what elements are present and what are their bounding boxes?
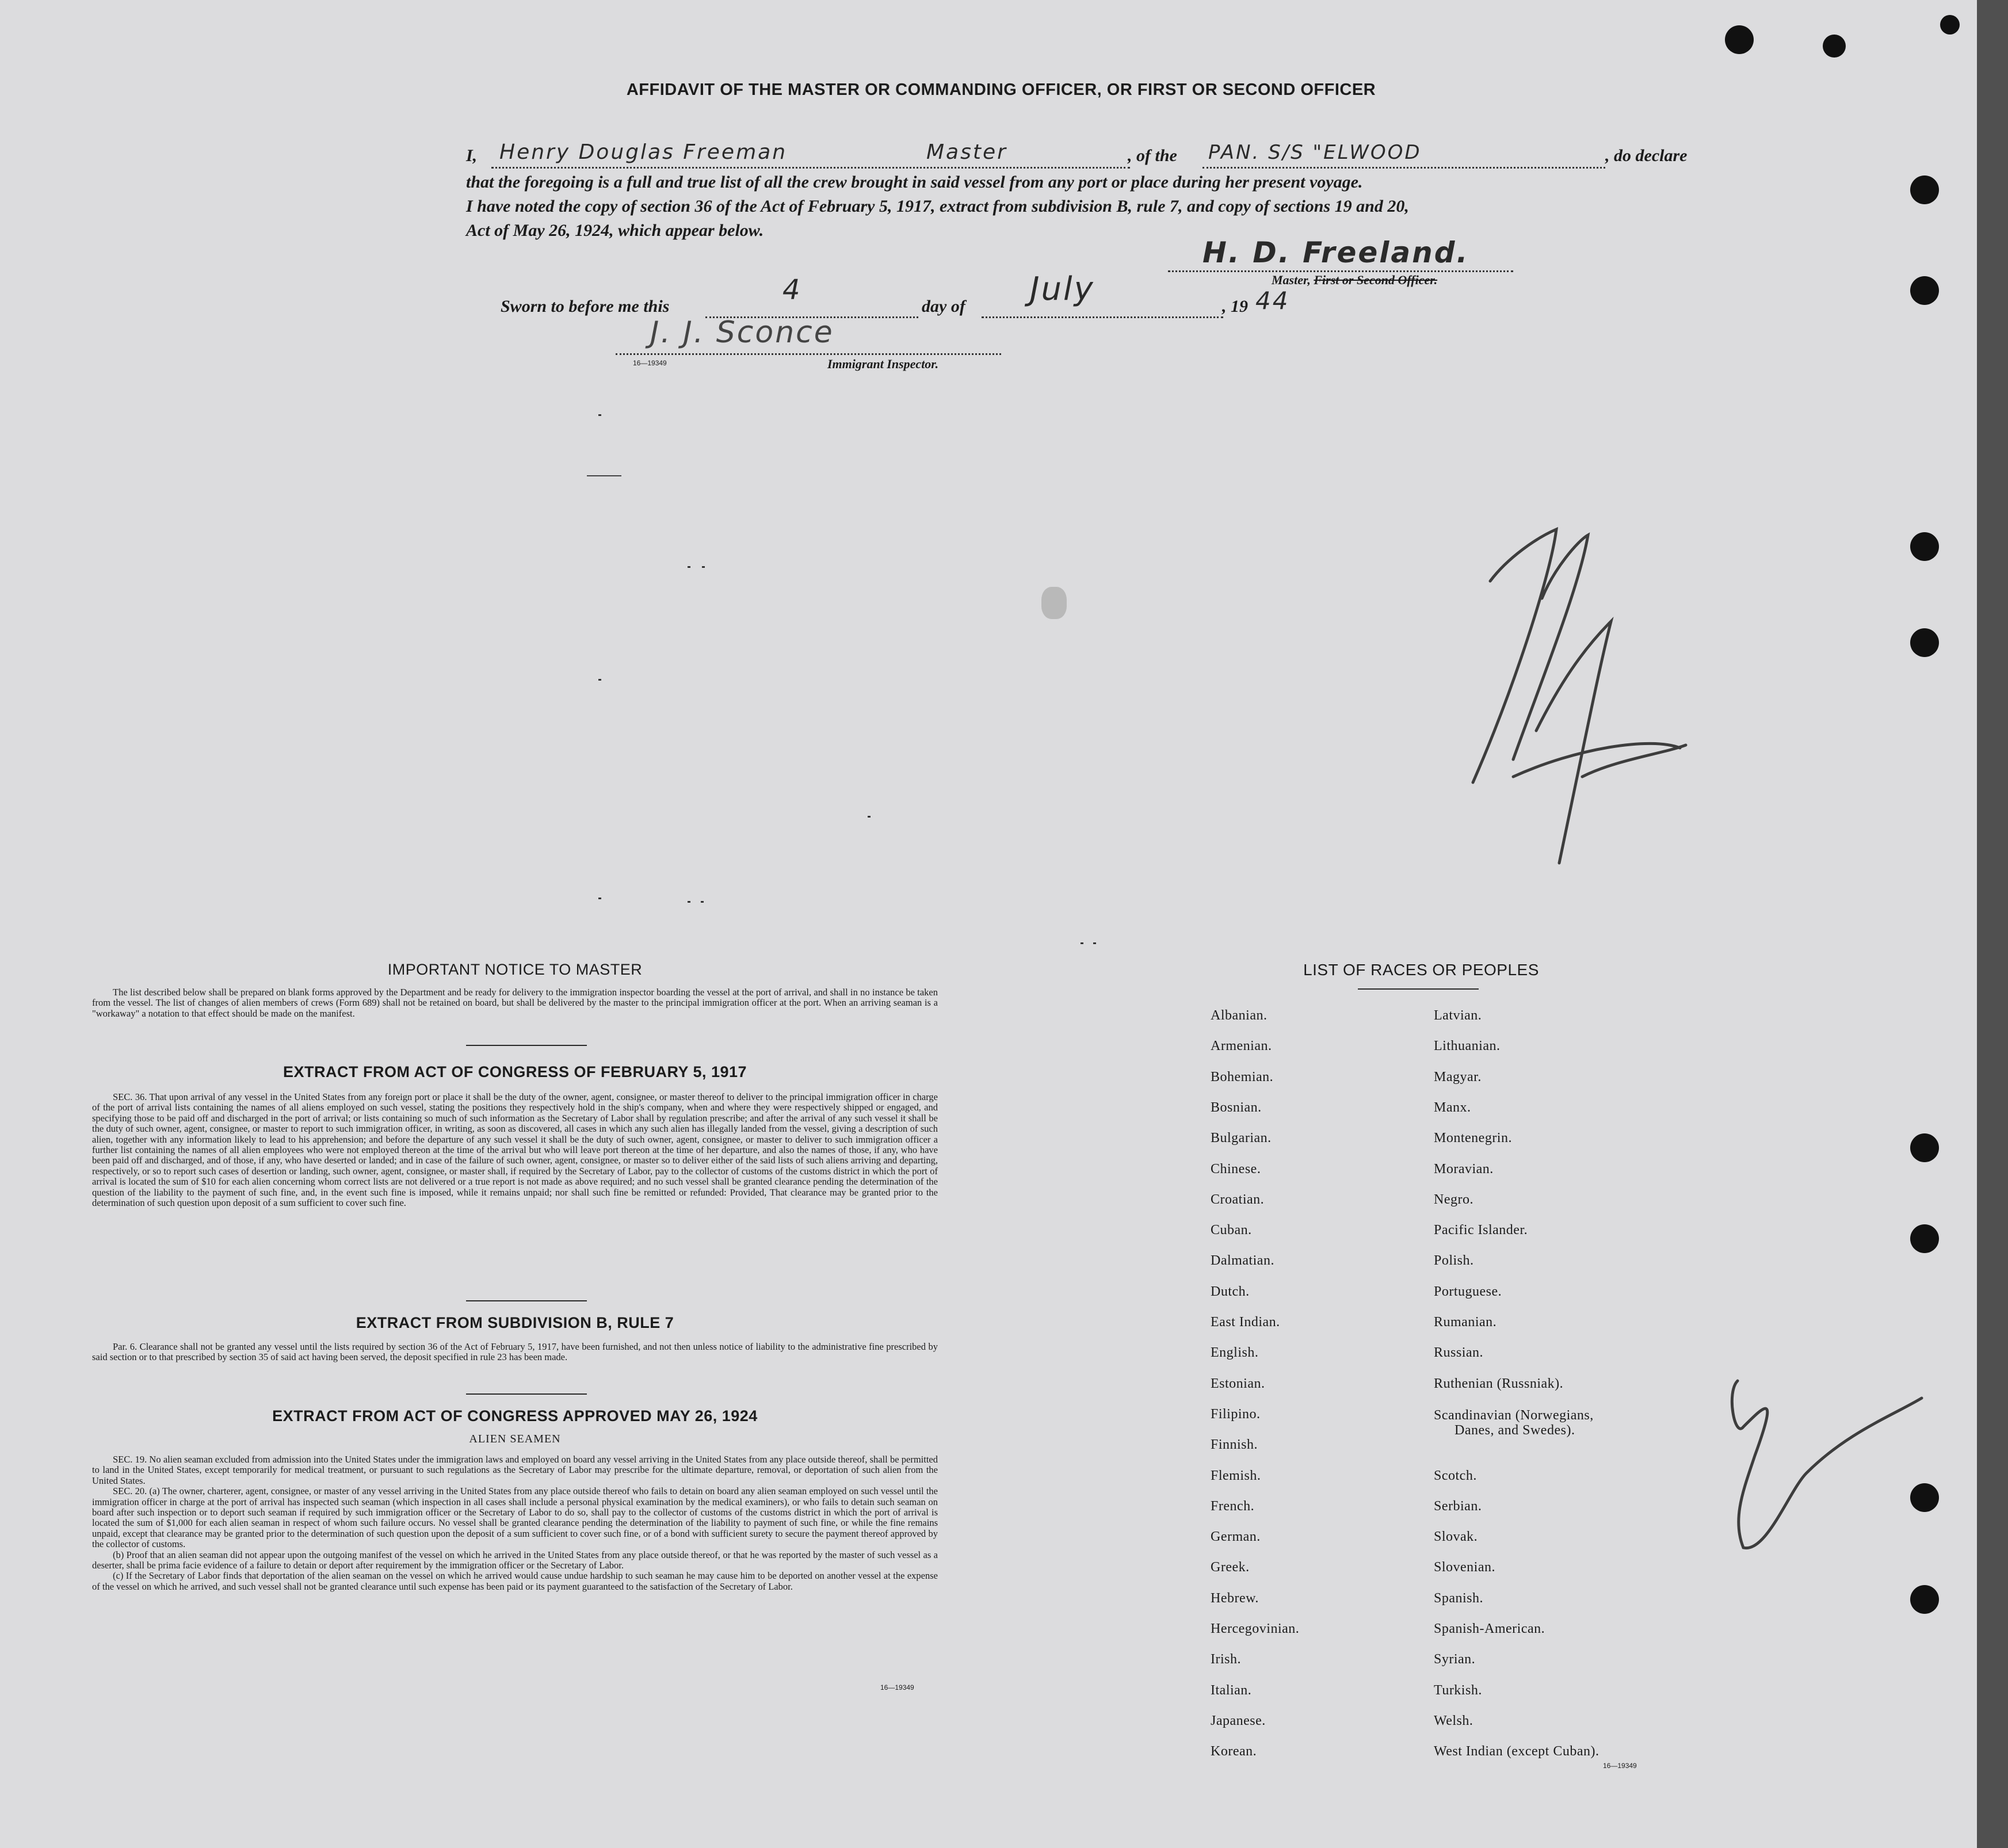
race-item: Hebrew. xyxy=(1211,1590,1259,1606)
rank-handwritten: Master xyxy=(926,140,1007,164)
race-item: Korean. xyxy=(1211,1744,1257,1759)
extract-1924-body xyxy=(92,1454,938,1592)
race-item: Dutch. xyxy=(1211,1284,1250,1299)
affidavit-title: AFFIDAVIT OF THE MASTER OR COMMANDING OFFICER, OR FIRST OR SECOND OFFICER xyxy=(626,81,1376,99)
punch-hole xyxy=(1823,35,1846,58)
stray-mark xyxy=(688,901,690,903)
notice-body xyxy=(92,987,938,1019)
race-item: Chinese. xyxy=(1211,1161,1261,1177)
punch-hole xyxy=(1910,276,1939,305)
inspector-caption: Immigrant Inspector. xyxy=(827,357,939,371)
year-label: , 19 xyxy=(1222,297,1248,316)
race-item: French. xyxy=(1211,1498,1255,1514)
year-handwritten: 44 xyxy=(1255,287,1290,315)
form-number-left: 16—19349 xyxy=(880,1683,914,1692)
race-item: Scandinavian (Norwegians, xyxy=(1434,1407,1594,1423)
race-item: Ruthenian (Russniak). xyxy=(1434,1376,1564,1391)
race-item: Latvian. xyxy=(1434,1008,1482,1023)
race-item: Moravian. xyxy=(1434,1161,1494,1177)
race-item: Danes, and Swedes). xyxy=(1455,1422,1575,1438)
race-item: Negro. xyxy=(1434,1192,1473,1207)
race-item: German. xyxy=(1211,1529,1261,1545)
race-item: Welsh. xyxy=(1434,1713,1473,1728)
signature-caption-master: Master, xyxy=(1272,273,1311,287)
race-item: Portuguese. xyxy=(1434,1284,1502,1299)
affidavit-line-1 xyxy=(466,140,1697,168)
form-number-right: 16—19349 xyxy=(1603,1762,1637,1770)
divider xyxy=(466,1300,587,1301)
alien-seamen-subtitle: ALIEN SEAMEN xyxy=(469,1433,561,1445)
day-of-label: day of xyxy=(922,297,965,316)
master-name-handwritten: Henry Douglas Freeman xyxy=(499,140,788,164)
punch-hole xyxy=(1910,1224,1939,1253)
sec-20b-text: (b) Proof that an alien seaman did not appear upon the outgoing manifest of the vessel on which he arrived in the United States from any place outside thereof, or that he was reported by the master of such vessel as a deserter, shall be prima facie evidence of a failure to detain or deport after requirement by the immigration officer or the Secretary of Labor. xyxy=(92,1549,938,1571)
race-item: Manx. xyxy=(1434,1099,1471,1115)
notice-title: IMPORTANT NOTICE TO MASTER xyxy=(387,961,643,978)
divider xyxy=(1358,988,1479,990)
stray-mark xyxy=(598,679,601,681)
sec-20c-text: (c) If the Secretary of Labor finds that deportation of the alien seaman on the vessel on which he arrived would cause undue hardship to such seaman he may cause him to be deported on another vessel at the expense of the vessel on which he arrived, and such vessel shall not be granted clearance until such expense has been paid or its payment guaranteed to the satisfaction of the Secretary of Labor. xyxy=(92,1570,938,1592)
stray-mark xyxy=(702,566,705,568)
stray-mark xyxy=(598,898,601,899)
divider xyxy=(466,1393,587,1395)
race-item: Croatian. xyxy=(1211,1192,1265,1207)
race-item: Montenegrin. xyxy=(1434,1131,1512,1146)
punch-hole xyxy=(1910,1585,1939,1614)
extract-rule7-title: EXTRACT FROM SUBDIVISION B, RULE 7 xyxy=(356,1314,674,1331)
race-item: Irish. xyxy=(1211,1652,1241,1667)
affidavit-line-3: I have noted the copy of section 36 of the Act of February 5, 1917, extract from subdivision B, rule 7, and copy of sections 19 and 20, xyxy=(466,197,1409,216)
stray-mark xyxy=(688,566,690,568)
extract-1917-text: SEC. 36. That upon arrival of any vessel in the United States from any foreign port or place it shall be the duty of the owner, agent, consignee, or master thereof to deliver to the principal immigration officer in charge of the port of arrival lists containing the names of all aliens employed on such vessel, stating the positions they respectively hold in the ship's company, when and where they were respectively shipped or engaged, and specifying those to be paid off and discharged in the port of arrival; or lists containing so much of such information as the Secretary of Labor shall by regulation prescribe; and after the arrival of any such vessel it shall be the duty of such owner, agent, consignee, or master to report to such immigration officer, in writing, as soon as discovered, all cases in which any such alien has illegally landed from the vessel, giving a description of such alien, together with any information likely to lead to his apprehension; and before the departure of any such vessel it shall be the duty of such owner, agent, consignee, or master to deliver to such immigration officer a further list containing the names of all alien employees who were not employed thereon at the time of the arrival but who will leave port thereon at the time of her departure, and also the names of those, if any, who have been paid off and discharged, and of those, if any, who have deserted or landed; and in case of the failure of such owner, agent, consignee, or master so to deliver either of the said lists of such aliens arriving and departing, respectively, or so to report such cases of desertion or landing, such owner, agent, consignee, or master shall, if required by the Secretary of Labor, pay to the collector of customs of the customs district in which the port of arrival is located the sum of $10 for each alien concerning whom correct lists are not delivered or a true report is not made as above required; and no such vessel shall be granted clearance pending the determination of the question of the liability to the payment of such fine, and, in the event such fine is imposed, while it remains unpaid; nor shall such fine be remitted or refunded: Provided, That clearance may be granted prior to the determination of such question upon deposit of a sum sufficient to cover such fine. xyxy=(92,1091,938,1209)
day-handwritten: 4 xyxy=(782,274,802,306)
race-item: Finnish. xyxy=(1211,1437,1258,1453)
stray-mark xyxy=(587,475,621,476)
notice-text: The list described below shall be prepared on blank forms approved by the Department and be ready for delivery to the immigration inspector boarding the vessel at the port of arrival, and shall in no instance be taken from the vessel. The list of changes of alien members of crews (Form 689) shall not be retained on board, but shall be delivered by the master to the principal immigration officer at the port. When an arriving seaman is a "workaway" a notation to that effect should be made on the manifest. xyxy=(92,987,938,1019)
affidavit-i: I, xyxy=(466,146,478,165)
punch-hole xyxy=(1940,15,1960,35)
race-item: Spanish-American. xyxy=(1434,1621,1545,1636)
race-item: Lithuanian. xyxy=(1434,1038,1501,1054)
race-item: Slovenian. xyxy=(1434,1560,1495,1575)
race-item: Rumanian. xyxy=(1434,1315,1497,1330)
race-item: Spanish. xyxy=(1434,1590,1484,1606)
punch-hole xyxy=(1910,628,1939,657)
punch-hole xyxy=(1725,25,1754,54)
master-signature: H. D. Freeland. xyxy=(1202,236,1469,269)
race-item: West Indian (except Cuban). xyxy=(1434,1744,1599,1759)
race-item: Pacific Islander. xyxy=(1434,1223,1528,1238)
race-item: Turkish. xyxy=(1434,1682,1482,1698)
sworn-label: Sworn to before me this xyxy=(501,297,670,316)
race-item: Greek. xyxy=(1211,1560,1250,1575)
race-item: Slovak. xyxy=(1434,1529,1478,1545)
race-item: Albanian. xyxy=(1211,1008,1268,1023)
stray-mark xyxy=(701,901,704,903)
race-item: Dalmatian. xyxy=(1211,1253,1274,1269)
extract-1917-title: EXTRACT FROM ACT OF CONGRESS OF FEBRUARY 5, 1917 xyxy=(283,1063,747,1080)
extract-rule7-text: Par. 6. Clearance shall not be granted any vessel until the lists required by section 36 of the Act of February 5, 1917, have been furnished, and not then unless notice of liability to the administrative fine prescribed by said section or to that prescribed by section 35 of said act having been served, the deposit specified in rule 23 has been made. xyxy=(92,1341,938,1363)
stray-mark xyxy=(1081,942,1083,944)
race-item: Hercegovinian. xyxy=(1211,1621,1300,1636)
punch-hole xyxy=(1910,175,1939,204)
form-number-top: 16—19349 xyxy=(633,359,667,367)
punch-hole xyxy=(1910,1133,1939,1162)
stray-mark xyxy=(1093,942,1096,944)
month-field xyxy=(982,296,1223,318)
inspector-signature: J. J. Sconce xyxy=(650,315,834,350)
race-item: Syrian. xyxy=(1434,1652,1476,1667)
signature-caption-struck: First or Second Officer. xyxy=(1314,273,1438,287)
punch-hole xyxy=(1910,532,1939,561)
affidavit-line-4: Act of May 26, 1924, which appear below. xyxy=(466,221,764,240)
extract-1924-title: EXTRACT FROM ACT OF CONGRESS APPROVED MAY 26, 1924 xyxy=(272,1407,758,1425)
race-item: Russian. xyxy=(1434,1345,1484,1361)
pencil-mark-large xyxy=(1427,506,1749,898)
pencil-mark-small xyxy=(1703,1369,1945,1576)
race-item: East Indian. xyxy=(1211,1315,1280,1330)
race-item: Estonian. xyxy=(1211,1376,1265,1391)
vessel-name-handwritten: PAN. S/S "ELWOOD xyxy=(1208,141,1422,164)
stray-mark xyxy=(598,414,601,416)
race-item: Serbian. xyxy=(1434,1498,1482,1514)
race-item: Japanese. xyxy=(1211,1713,1266,1728)
race-item: Scotch. xyxy=(1434,1468,1477,1483)
race-item: Italian. xyxy=(1211,1682,1252,1698)
smudge-mark xyxy=(1041,587,1067,619)
race-item: English. xyxy=(1211,1345,1259,1361)
month-handwritten: July xyxy=(1030,270,1095,308)
do-declare-label: , do declare xyxy=(1605,146,1688,165)
races-title: LIST OF RACES OR PEOPLES xyxy=(1303,961,1539,979)
signature-caption xyxy=(1272,273,1437,288)
of-the-label: , of the xyxy=(1128,146,1177,165)
sec-20a-text: SEC. 20. (a) The owner, charterer, agent, consignee, or master of any vessel arriving in the United States from any place outside thereof who fails to detain on board any alien seaman employed on such vessel until the immigration officer in charge at the port of arrival has inspected such seaman (which inspection in all cases shall include a personal physical examination by the medical examiners), or who fails to detain such seaman on board after such inspection or to deport such seaman if required by such immigration officer or the Secretary of Labor to do so, shall pay to the collector of customs of the customs district in which the port of arrival is located the sum of $1,000 for each alien seaman in respect of whom such failure occurs. No vessel shall be granted clearance pending the determination of the liability to payment of such fine, or while the fine remains unpaid, except that clearance may be granted prior to the determination of such question upon the deposit of a sum sufficient to cover such fine, or of a bond with sufficient surety to secure the payment thereof approved by the collector of customs. xyxy=(92,1486,938,1550)
scan-edge xyxy=(1977,0,2008,1848)
race-item: Bohemian. xyxy=(1211,1069,1274,1085)
race-item: Polish. xyxy=(1434,1253,1474,1269)
race-item: Filipino. xyxy=(1211,1406,1261,1422)
extract-1917-body xyxy=(92,1092,938,1208)
race-item: Armenian. xyxy=(1211,1038,1272,1054)
race-item: Magyar. xyxy=(1434,1069,1482,1085)
extract-rule7-body xyxy=(92,1342,938,1363)
race-item: Bulgarian. xyxy=(1211,1131,1272,1146)
divider xyxy=(466,1045,587,1046)
race-item: Flemish. xyxy=(1211,1468,1261,1483)
stray-mark xyxy=(868,816,871,818)
affidavit-line-2: that the foregoing is a full and true list of all the crew brought in said vessel from any port or place during her present voyage. xyxy=(466,173,1363,192)
sec-19-text: SEC. 19. No alien seaman excluded from admission into the United States under the immigration laws and employed on board any vessel arriving in the United States from any place outside thereof, shall be permitted to land in the United States, except temporarily for medical treatment, or pursuant to such regulations as the Secretary of Labor may prescribe for the ultimate departure, removal, or deportation of such alien from the United States. xyxy=(92,1454,938,1486)
race-item: Cuban. xyxy=(1211,1223,1252,1238)
race-item: Bosnian. xyxy=(1211,1099,1262,1115)
